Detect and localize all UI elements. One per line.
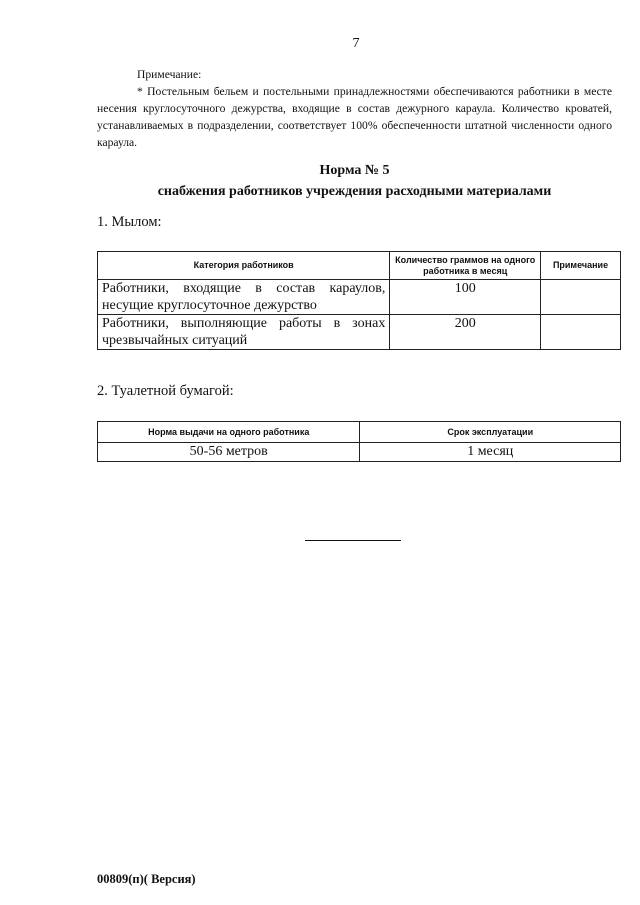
soap-table xyxy=(97,251,621,350)
column-header-amount: Количество граммов на одного работника в месяц xyxy=(390,252,541,280)
amount-cell: 200 xyxy=(390,315,541,350)
table-header-row xyxy=(98,422,621,443)
norm-heading xyxy=(97,160,612,202)
category-cell: Работники, выполняющие работы в зонах чрезвычайных ситуаций xyxy=(98,315,390,350)
footer-code: 00809(п)( Версия) xyxy=(97,872,196,886)
norm-title: Норма № 5 xyxy=(319,163,390,178)
table-row xyxy=(98,280,621,315)
note-body: * Постельным бельем и постельными принадлежностями обеспечиваются работники в месте несения круглосуточного дежурства, входящие в состав дежурного караула. Количество кроватей, устанавливаемых в подразделении, соответствует 100% обеспеченности штатной численности одного караула. xyxy=(97,85,612,149)
toilet-paper-section-title: 2. Туалетной бумагой: xyxy=(97,383,234,399)
column-header-norm: Норма выдачи на одного работника xyxy=(98,422,360,443)
toilet-paper-table xyxy=(97,421,621,462)
norm-subtitle: снабжения работников учреждения расходными материалами xyxy=(157,184,552,199)
table-row xyxy=(98,443,621,462)
end-divider xyxy=(305,540,401,541)
amount-cell: 100 xyxy=(390,280,541,315)
note-block xyxy=(97,66,612,151)
column-header-category: Категория работников xyxy=(98,252,390,280)
table-header-row xyxy=(98,252,621,280)
column-header-note: Примечание xyxy=(541,252,621,280)
table-row xyxy=(98,315,621,350)
term-cell: 1 месяц xyxy=(360,443,621,462)
page-number: 7 xyxy=(352,36,360,51)
soap-section-title: 1. Мылом: xyxy=(97,214,162,230)
note-title: Примечание: xyxy=(137,68,202,81)
category-cell: Работники, входящие в состав караулов, несущие круглосуточное дежурство xyxy=(98,280,390,315)
norm-cell: 50-56 метров xyxy=(98,443,360,462)
note-cell xyxy=(541,280,621,315)
note-cell xyxy=(541,315,621,350)
column-header-term: Срок эксплуатации xyxy=(360,422,621,443)
